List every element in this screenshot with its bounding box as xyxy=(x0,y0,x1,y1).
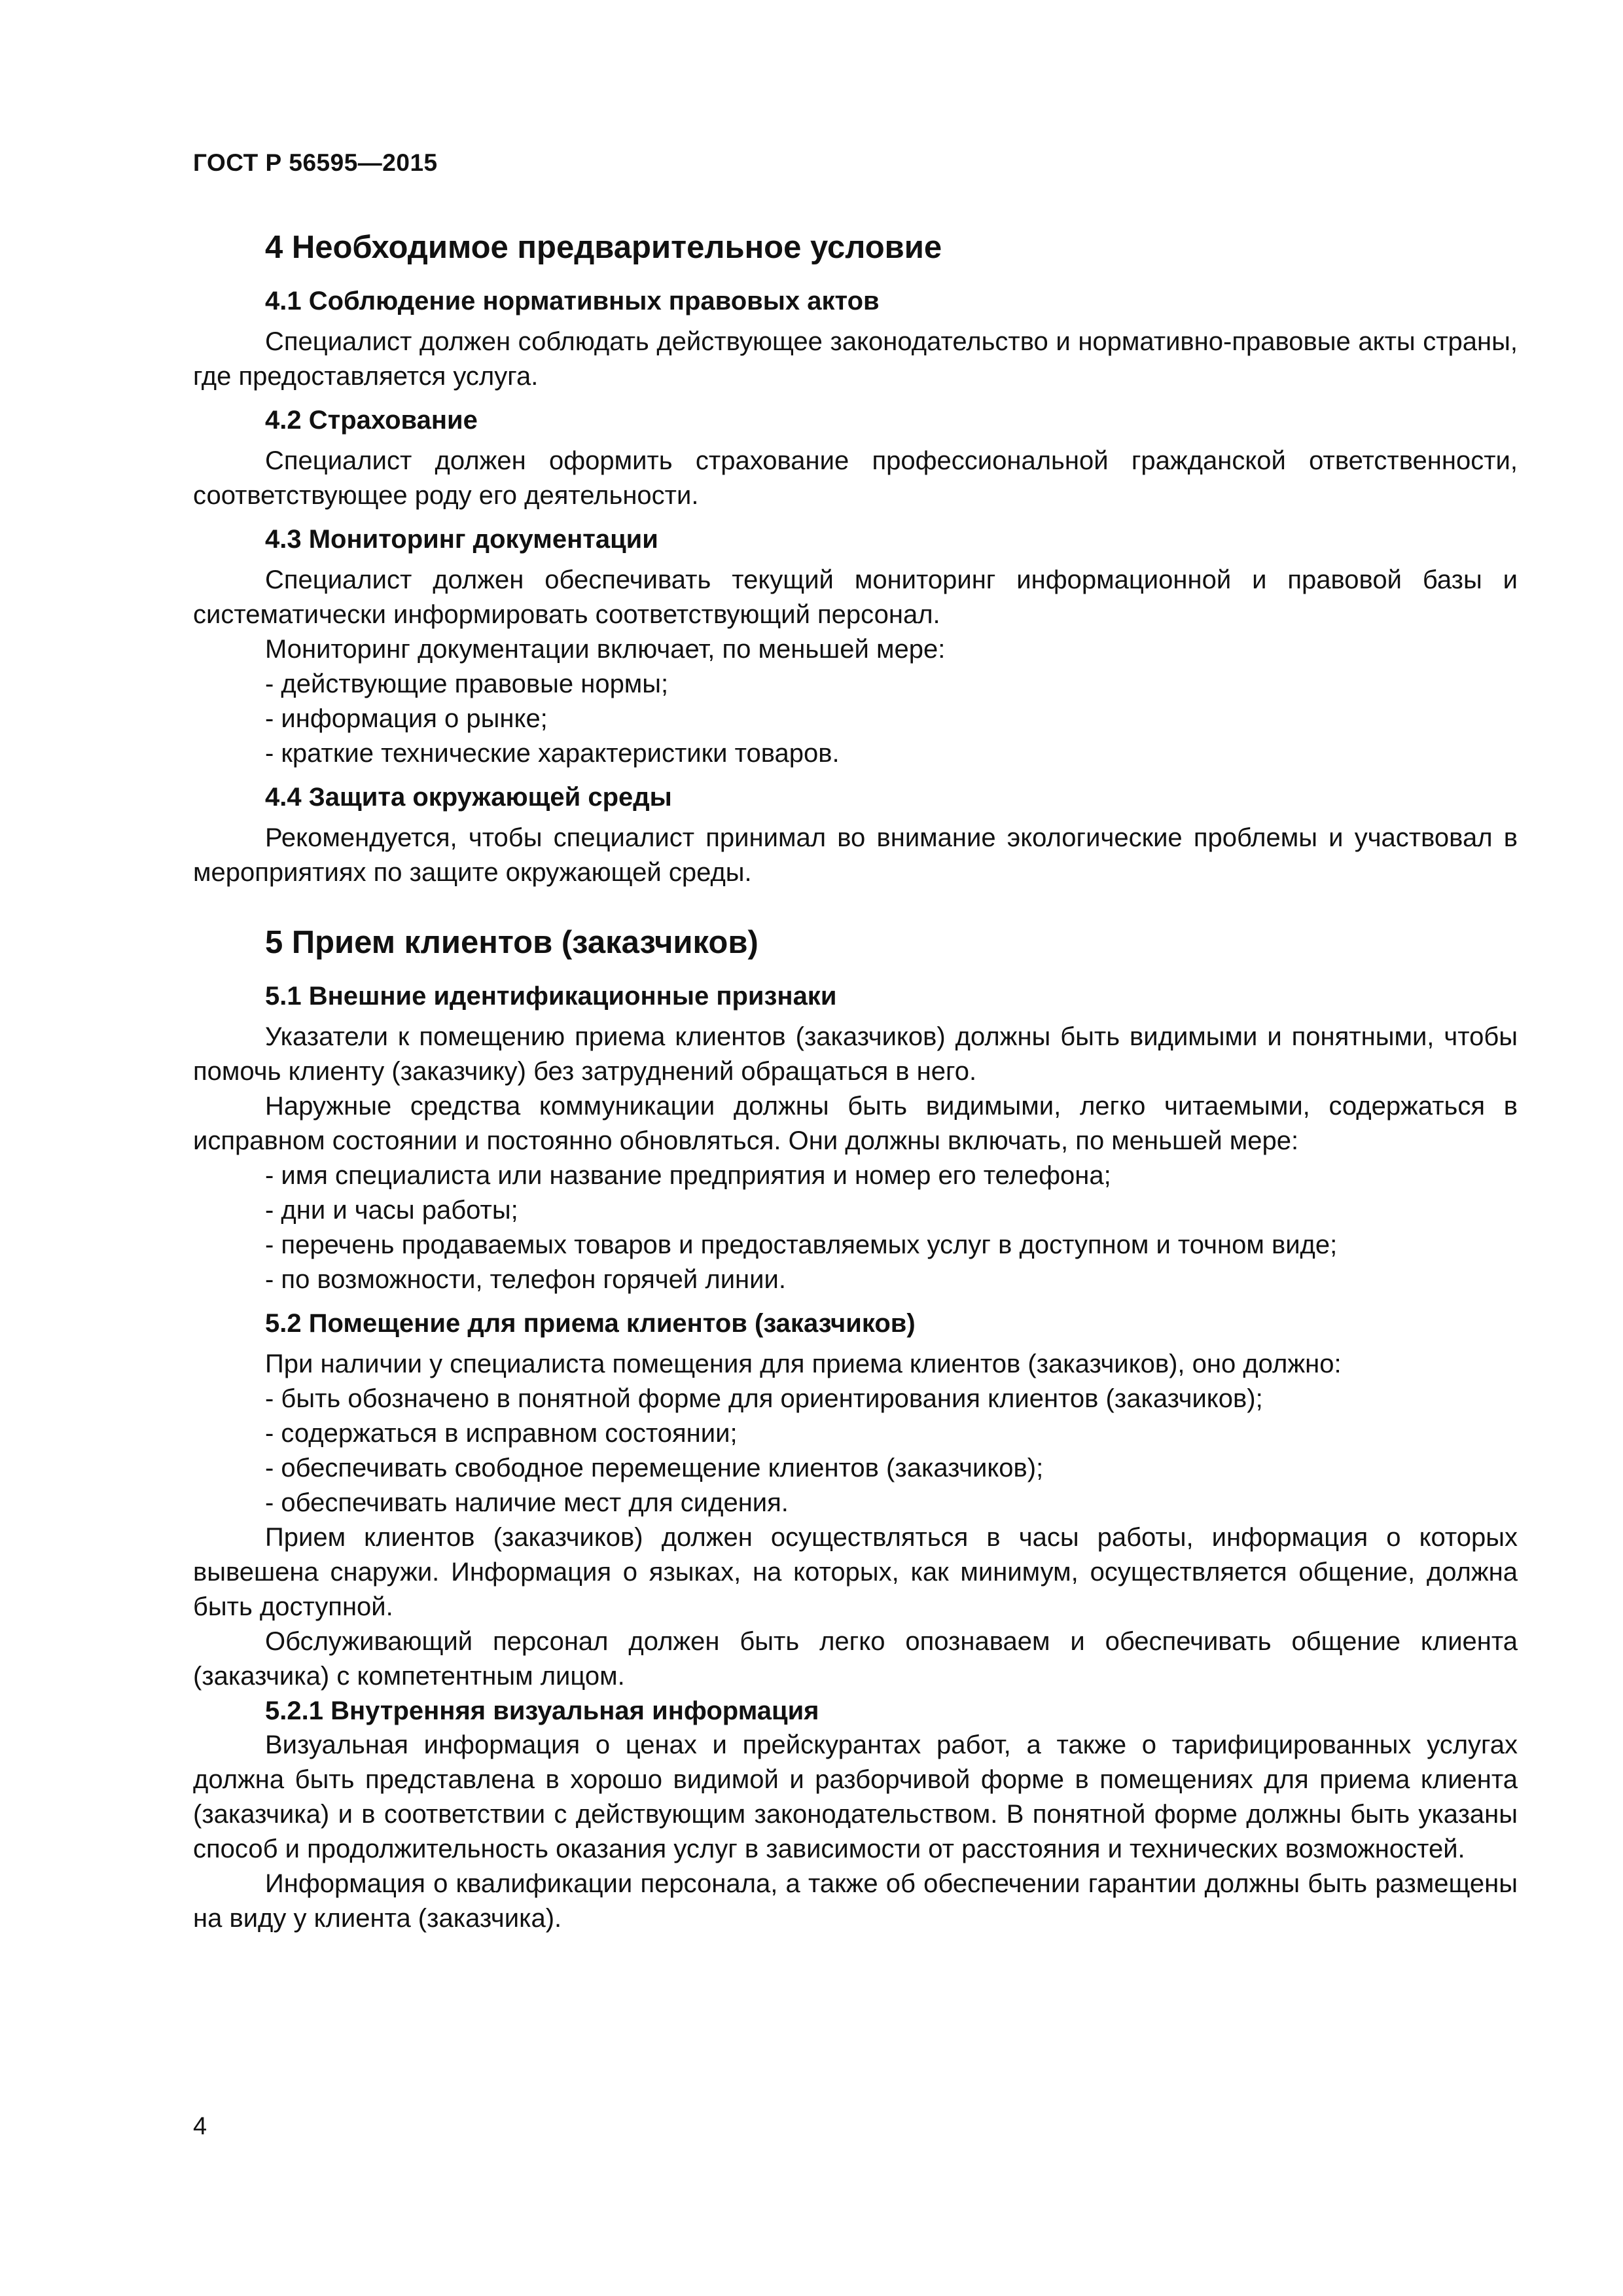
list-item: - дни и часы работы; xyxy=(265,1196,518,1225)
section-5-1-paragraph-1: Указатели к помещению приема клиентов (заказчиков) должны быть видимыми и понятными, чтобы помочь клиенту (заказчику) без затруднений обращаться в него. xyxy=(193,1022,1518,1086)
section-5-title: 5 Прием клиентов (заказчиков) xyxy=(265,925,758,960)
section-4-2-paragraph: Специалист должен оформить страхование профессиональной гражданской ответственности, соответствующее роду его деятельности. xyxy=(193,446,1518,510)
section-4-4-paragraph: Рекомендуется, чтобы специалист принимал во внимание экологические проблемы и участвовал в мероприятиях по защите окружающей среды. xyxy=(193,823,1518,887)
section-5-2-paragraph-3: Обслуживающий персонал должен быть легко опознаваем и обеспечивать общение клиента (заказчика) с компетентным лицом. xyxy=(193,1627,1518,1691)
section-5-1-title: 5.1 Внешние идентификационные признаки xyxy=(265,982,837,1011)
section-4-2-title: 4.2 Страхование xyxy=(265,406,478,435)
document-body xyxy=(193,220,1518,1936)
list-item: - краткие технические характеристики товаров. xyxy=(265,739,840,768)
list-item: - содержаться в исправном состоянии; xyxy=(265,1419,738,1448)
section-5-2-1-title: 5.2.1 Внутренняя визуальная информация xyxy=(265,1696,819,1725)
section-4-3-title: 4.3 Мониторинг документации xyxy=(265,525,658,554)
section-4-1-paragraph: Специалист должен соблюдать действующее законодательство и нормативно-правовые акты страны, где предоставляется услуга. xyxy=(193,327,1518,391)
list-item: - информация о рынке; xyxy=(265,704,548,733)
list-item: - обеспечивать свободное перемещение клиентов (заказчиков); xyxy=(265,1454,1044,1482)
section-4-1-title: 4.1 Соблюдение нормативных правовых актов xyxy=(265,287,880,315)
list-item: - действующие правовые нормы; xyxy=(265,670,669,698)
section-5-2-1-paragraph-2: Информация о квалификации персонала, а также об обеспечении гарантии должны быть размещены на виду у клиента (заказчика). xyxy=(193,1869,1518,1933)
section-4-4-title: 4.4 Защита окружающей среды xyxy=(265,783,672,812)
section-4-3-paragraph-1: Специалист должен обеспечивать текущий мониторинг информационной и правовой базы и систематически информировать соответствующий персонал. xyxy=(193,565,1518,629)
section-4-3-paragraph-2: Мониторинг документации включает, по меньшей мере: xyxy=(265,635,946,664)
section-5-2-paragraph-2: Прием клиентов (заказчиков) должен осуществляться в часы работы, информация о которых вывешена снаружи. Информация о языках, на которых, как минимум, осуществляется общение, должна быть доступной. xyxy=(193,1523,1518,1621)
section-5-2-title: 5.2 Помещение для приема клиентов (заказчиков) xyxy=(265,1309,916,1338)
list-item: - перечень продаваемых товаров и предоставляемых услуг в доступном и точном виде; xyxy=(265,1230,1338,1259)
list-item: - быть обозначено в понятной форме для ориентирования клиентов (заказчиков); xyxy=(265,1384,1263,1413)
list-item: - имя специалиста или название предприятия и номер его телефона; xyxy=(265,1161,1111,1190)
section-5-2-1-paragraph-1: Визуальная информация о ценах и прейскурантах работ, а также о тарифицированных услугах должна быть представлена в хорошо видимой и разборчивой форме в помещениях для приема клиента (заказчика) и в соответствии с действующим законодательством. В понятной форме должны быть указаны способ и продолжительность оказания услуг в зависимости от расстояния и технических возможностей. xyxy=(193,1731,1518,1863)
page-number: 4 xyxy=(193,2113,207,2140)
standard-header: ГОСТ Р 56595—2015 xyxy=(193,149,438,176)
list-item: - обеспечивать наличие мест для сидения. xyxy=(265,1488,789,1517)
list-item: - по возможности, телефон горячей линии. xyxy=(265,1265,786,1294)
section-5-1-paragraph-2: Наружные средства коммуникации должны быть видимыми, легко читаемыми, содержаться в исправном состоянии и постоянно обновляться. Они должны включать, по меньшей мере: xyxy=(193,1092,1518,1155)
section-4-title: 4 Необходимое предварительное условие xyxy=(265,230,942,265)
section-5-2-paragraph-1: При наличии у специалиста помещения для приема клиентов (заказчиков), оно должно: xyxy=(265,1350,1342,1378)
